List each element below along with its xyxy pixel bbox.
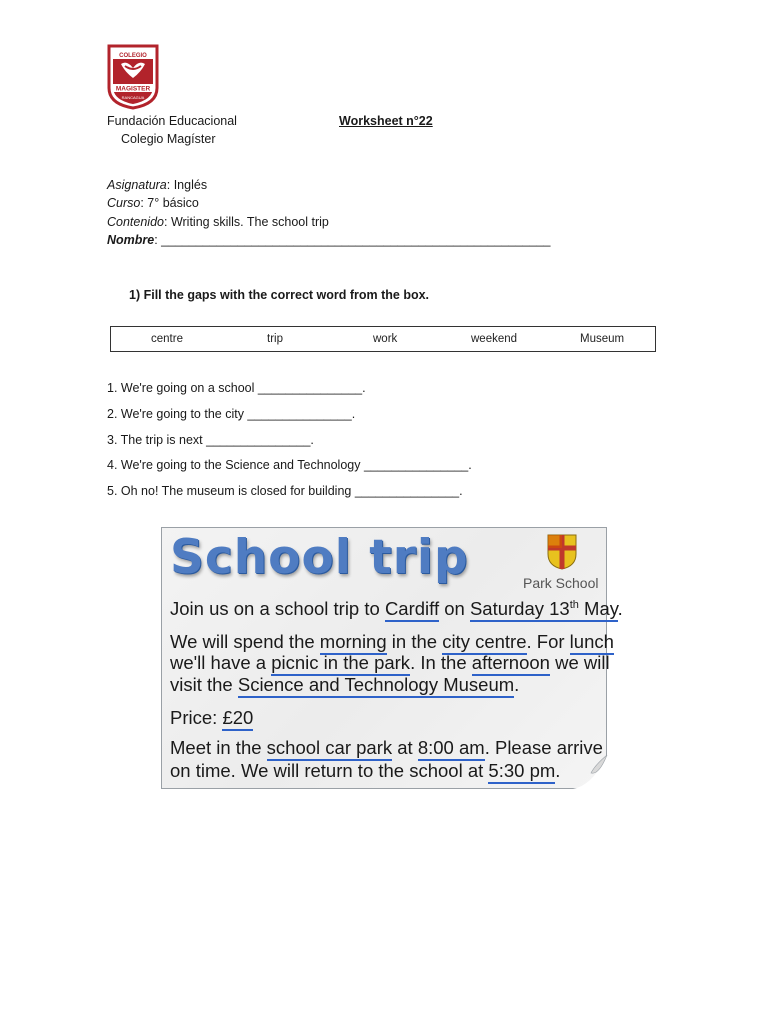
word-box-item: Museum <box>580 333 625 345</box>
page-curl-decoration <box>573 755 607 789</box>
sentence-2: 2. We're going to the city _______________. <box>107 407 356 421</box>
content-label: Contenido <box>107 215 164 229</box>
exercise-instruction: 1) Fill the gaps with the correct word from the box. <box>129 288 430 302</box>
school-trip-poster <box>161 527 623 789</box>
poster-line-5: Price: £20 <box>170 707 253 729</box>
org-line-2: Colegio Magíster <box>121 132 216 146</box>
sentence-3: 3. The trip is next _______________. <box>107 433 314 447</box>
poster-title: School trip <box>170 530 469 585</box>
poster-school-name: Park School <box>523 575 599 591</box>
subject-value: : Inglés <box>166 178 208 192</box>
content-value: : Writing skills. The school trip <box>164 215 329 229</box>
logo-text-top: COLEGIO <box>119 53 147 59</box>
shield-crest-icon <box>547 534 577 570</box>
course-label: Curso <box>107 196 141 210</box>
worksheet-title: Worksheet n°22 <box>339 114 433 128</box>
poster-line-6: Meet in the school car park at 8:00 am. Please arrive <box>170 737 603 759</box>
sentence-1: 1. We're going on a school _______________. <box>107 381 366 395</box>
poster-line-2: We will spend the morning in the city centre. For lunch <box>170 631 614 653</box>
name-field[interactable]: : ________________________________________________________ <box>154 233 551 247</box>
poster-line-7: on time. We will return to the school at 5:30 pm. <box>170 760 560 782</box>
subject-line <box>107 177 207 193</box>
word-box-item: weekend <box>471 333 518 345</box>
org-line-1: Fundación Educacional <box>107 114 237 128</box>
logo-text-ribbon: RANCAGUA <box>121 95 145 100</box>
school-crest-logo <box>107 44 159 110</box>
course-value: : 7° básico <box>140 196 199 210</box>
poster-line-3: we'll have a picnic in the park. In the afternoon we will <box>170 652 610 674</box>
subject-label: Asignatura <box>107 178 167 192</box>
word-box-item: centre <box>151 333 183 345</box>
word-box-item: work <box>373 333 398 345</box>
sentence-4: 4. We're going to the Science and Technology _______________. <box>107 458 472 472</box>
sentence-5: 5. Oh no! The museum is closed for building _______________. <box>107 484 463 498</box>
content-line <box>107 214 329 230</box>
poster-line-1: Join us on a school trip to Cardiff on Saturday 13th May. <box>170 598 623 620</box>
course-line <box>107 195 199 211</box>
word-box-item: trip <box>267 333 283 345</box>
logo-text-bottom: MAGISTER <box>115 85 151 93</box>
name-line <box>107 232 551 248</box>
name-label: Nombre <box>107 233 155 247</box>
poster-line-4: visit the Science and Technology Museum. <box>170 674 519 696</box>
word-box <box>110 326 656 352</box>
